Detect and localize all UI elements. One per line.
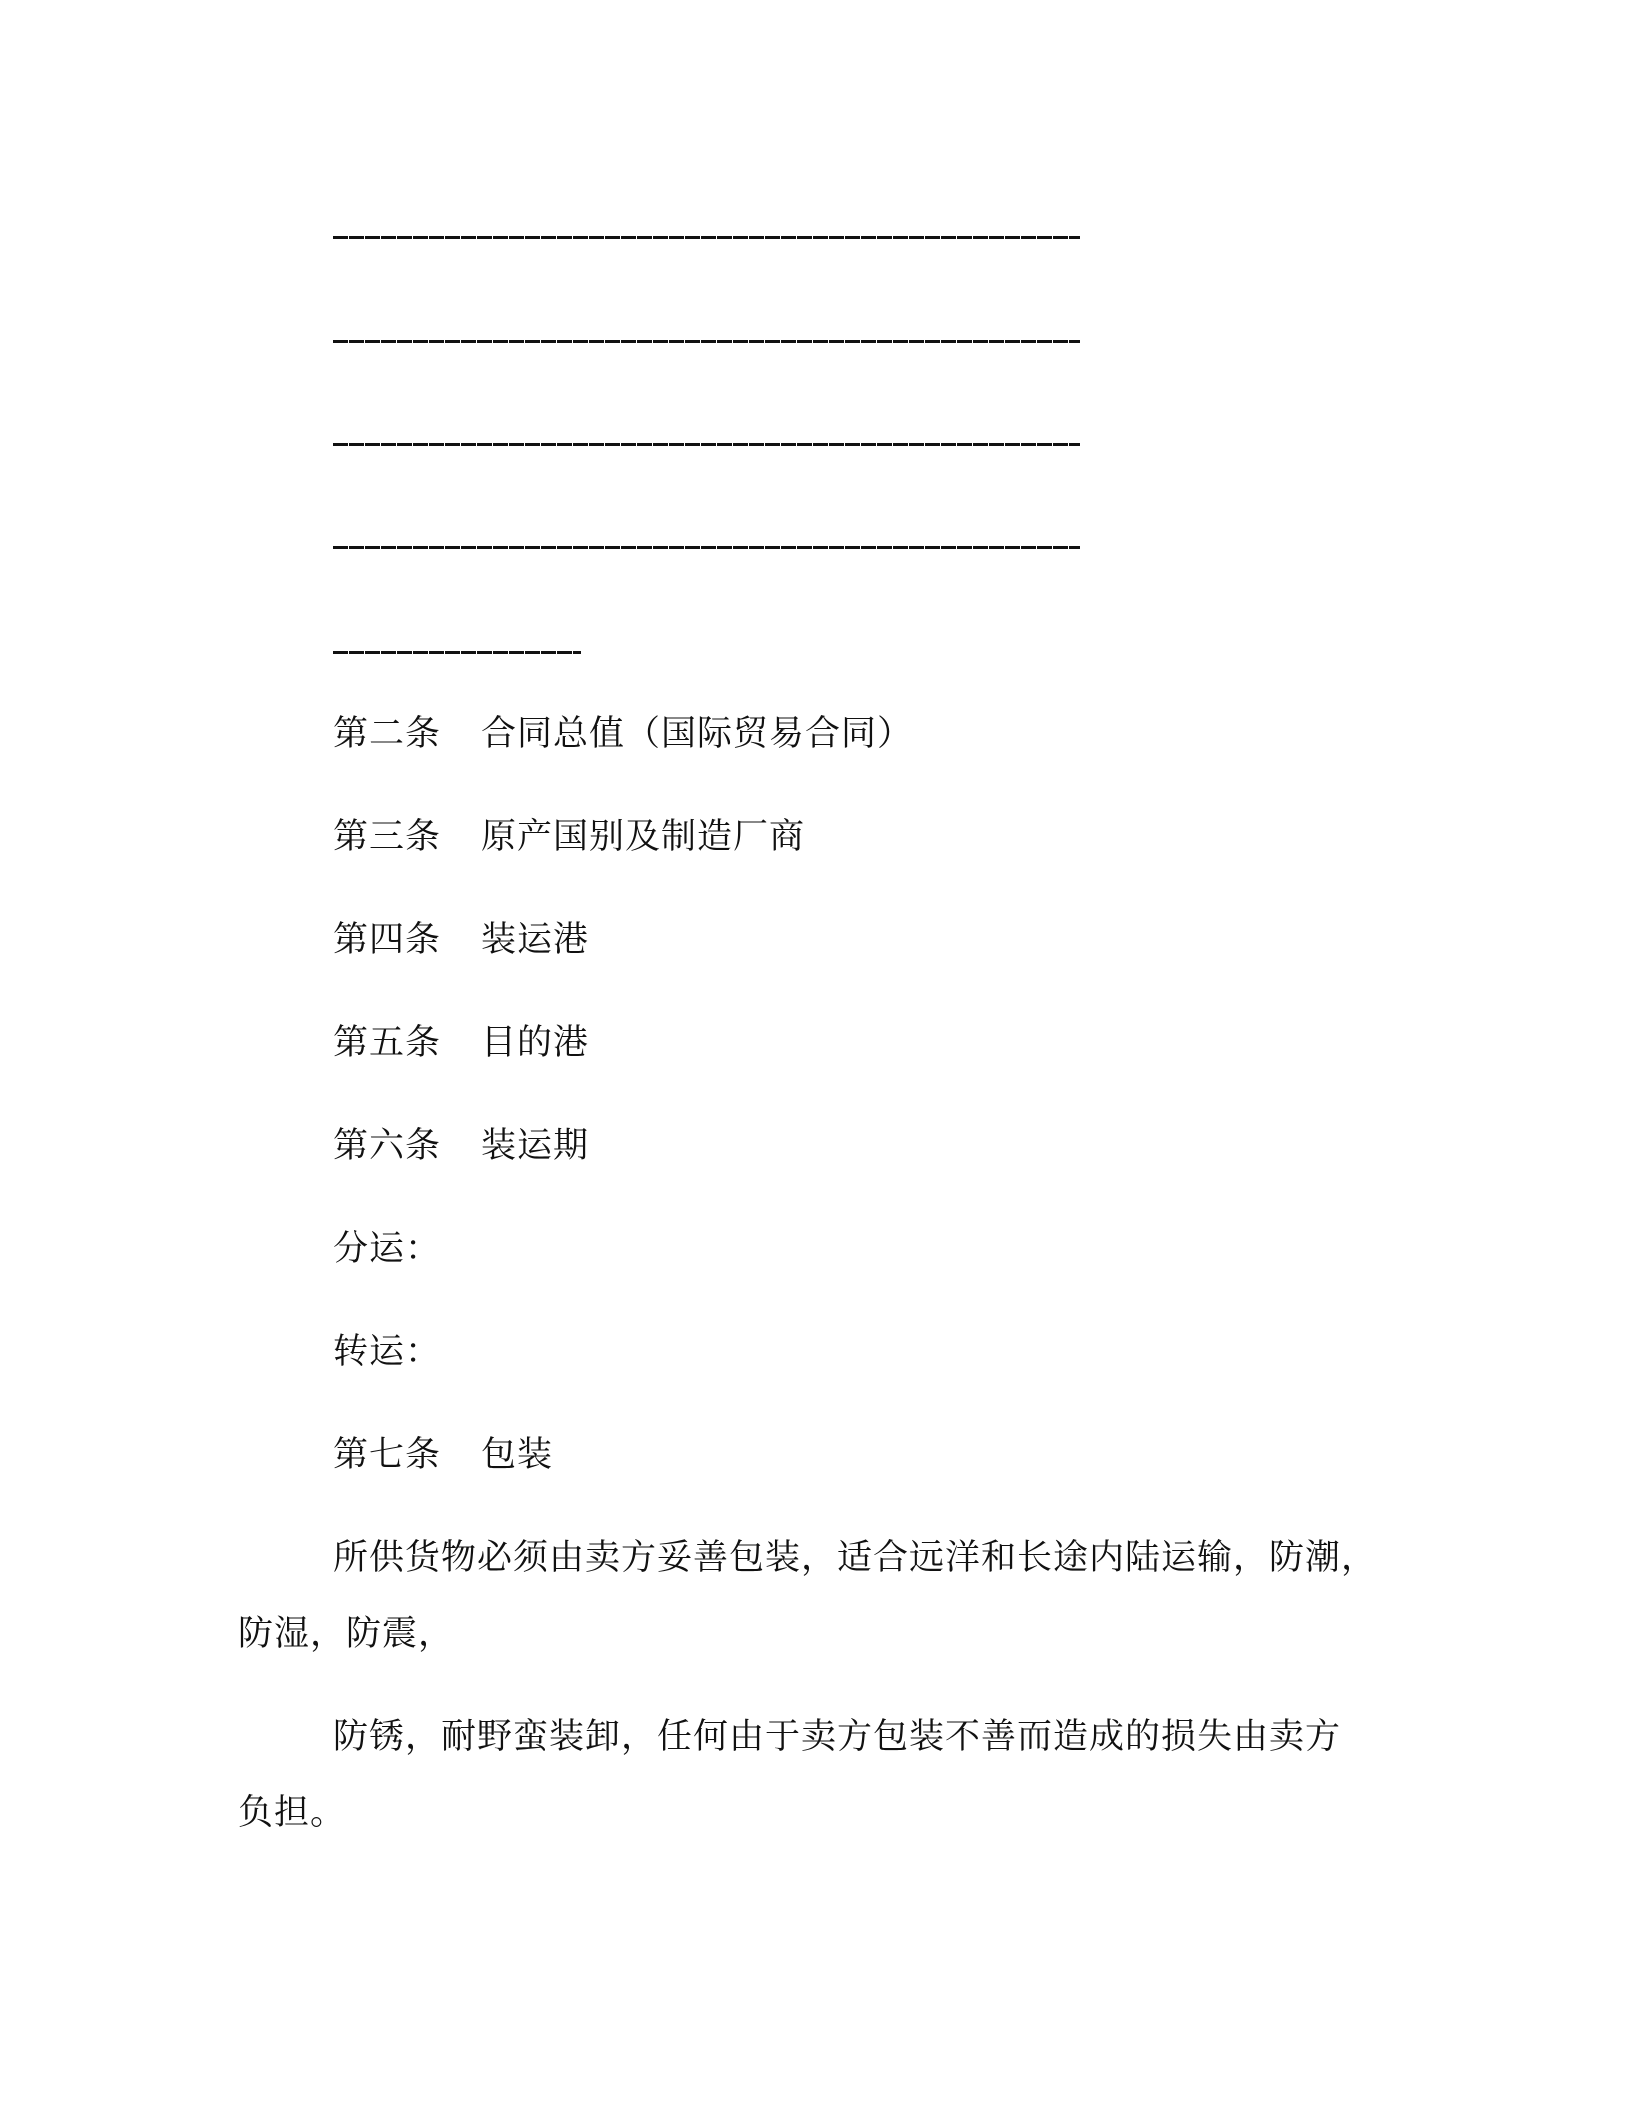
transshipment-label: 转运：: [333, 1332, 442, 1372]
blank-fill-line: [333, 443, 1080, 446]
article-title: 第三条: [333, 817, 442, 857]
article-title: 第二条: [333, 714, 442, 754]
article-name: 装运期: [481, 1126, 590, 1166]
article-4: [333, 918, 589, 962]
packing-paragraph-line-3: 防锈，耐野蛮装卸，任何由于卖方包装不善而造成的损失由卖方: [333, 1717, 1342, 1757]
blank-fill-line: [333, 651, 581, 654]
packing-paragraph-line-1: 所供货物必须由卖方妥善包装，适合远洋和长途内陆运输，防潮，: [333, 1538, 1378, 1578]
blank-fill-line: [333, 340, 1080, 343]
article-title: 第五条: [333, 1023, 442, 1063]
packing-paragraph-line-2: 防湿，防震，: [238, 1614, 455, 1654]
article-name: 合同总值（国际贸易合同）: [481, 714, 914, 754]
article-title: 第七条: [333, 1435, 442, 1475]
article-5: [333, 1021, 589, 1065]
article-2: [333, 712, 913, 756]
article-3: [333, 815, 805, 859]
article-name: 目的港: [481, 1023, 590, 1063]
article-name: 装运港: [481, 920, 590, 960]
article-title: 第六条: [333, 1126, 442, 1166]
article-name: 包装: [481, 1435, 554, 1475]
article-name: 原产国别及制造厂商: [481, 817, 806, 857]
article-7: [333, 1433, 553, 1477]
article-title: 第四条: [333, 920, 442, 960]
packing-paragraph-line-4: 负担。: [238, 1793, 347, 1833]
partial-shipment-label: 分运：: [333, 1229, 442, 1269]
blank-fill-line: [333, 236, 1080, 239]
article-6: [333, 1124, 589, 1168]
blank-fill-line: [333, 546, 1080, 549]
